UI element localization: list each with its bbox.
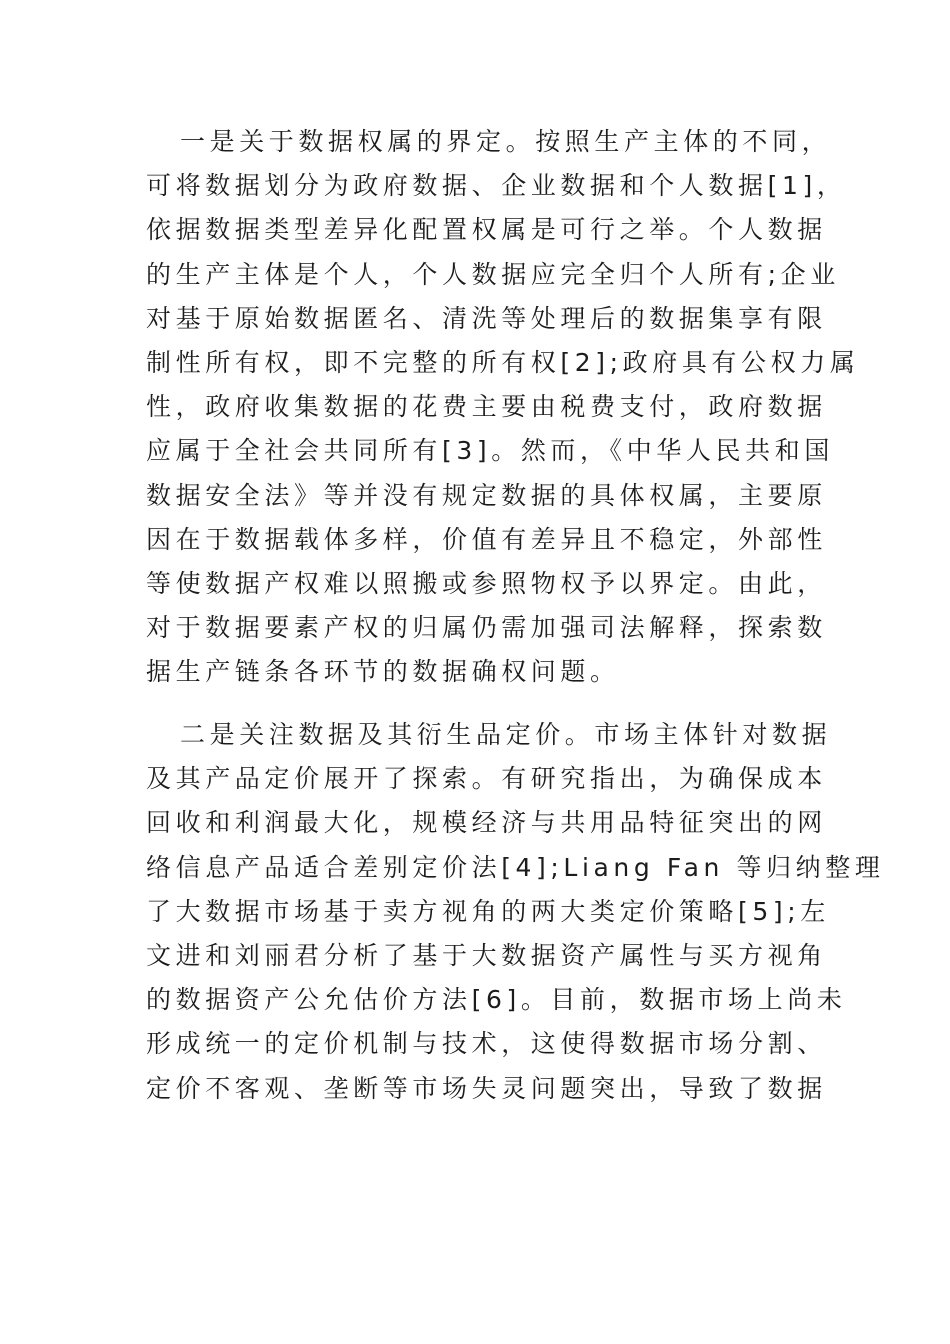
- text-line: 性，政府收集数据的花费主要由税费支付，政府数据: [146, 392, 827, 422]
- text-line: 文进和刘丽君分析了基于大数据资产属性与买方视角: [146, 940, 827, 970]
- text-line: 的数据资产公允估价方法[6]。目前，数据市场上尚未: [146, 985, 847, 1015]
- text-line: 因在于数据载体多样，价值有差异且不稳定，外部性: [146, 524, 827, 554]
- text-line: 可将数据划分为政府数据、企业数据和个人数据[1]，: [146, 171, 847, 201]
- text-line: 依据数据类型差异化配置权属是可行之举。个人数据: [146, 215, 827, 245]
- text-line: 对基于原始数据匿名、清洗等处理后的数据集享有限: [146, 303, 827, 333]
- text-line: 及其产品定价展开了探索。有研究指出，为确保成本: [146, 764, 827, 794]
- text-line: 等使数据产权难以照搬或参照物权予以界定。由此，: [146, 568, 827, 598]
- text-line: 的生产主体是个人，个人数据应完全归个人所有;企业: [146, 259, 840, 289]
- text-line: 制性所有权，即不完整的所有权[2];政府具有公权力属: [146, 347, 860, 377]
- text-line: 回收和利润最大化，规模经济与共用品特征突出的网: [146, 808, 827, 838]
- text-line: 一是关于数据权属的界定。按照生产主体的不同，: [180, 127, 832, 156]
- text-line: 形成统一的定价机制与技术，这使得数据市场分割、: [146, 1029, 827, 1059]
- text-line: 络信息产品适合差别定价法[4];Liang Fan 等归纳整理: [146, 852, 885, 882]
- text-line: 二是关注数据及其衍生品定价。市场主体针对数据: [180, 720, 832, 749]
- text-line: 对于数据要素产权的归属仍需加强司法解释，探索数: [146, 613, 827, 643]
- text-line: 应属于全社会共同所有[3]。然而，《中华人民共和国: [146, 436, 834, 466]
- text-line: 定价不客观、垄断等市场失灵问题突出，导致了数据: [146, 1073, 827, 1103]
- paragraph-data-pricing: [146, 713, 885, 1111]
- text-line: 据生产链条各环节的数据确权问题。: [146, 657, 620, 687]
- text-line: 了大数据市场基于卖方视角的两大类定价策略[5];左: [146, 896, 830, 926]
- paragraph-data-ownership: [146, 120, 860, 694]
- text-line: 数据安全法》等并没有规定数据的具体权属，主要原: [146, 480, 827, 510]
